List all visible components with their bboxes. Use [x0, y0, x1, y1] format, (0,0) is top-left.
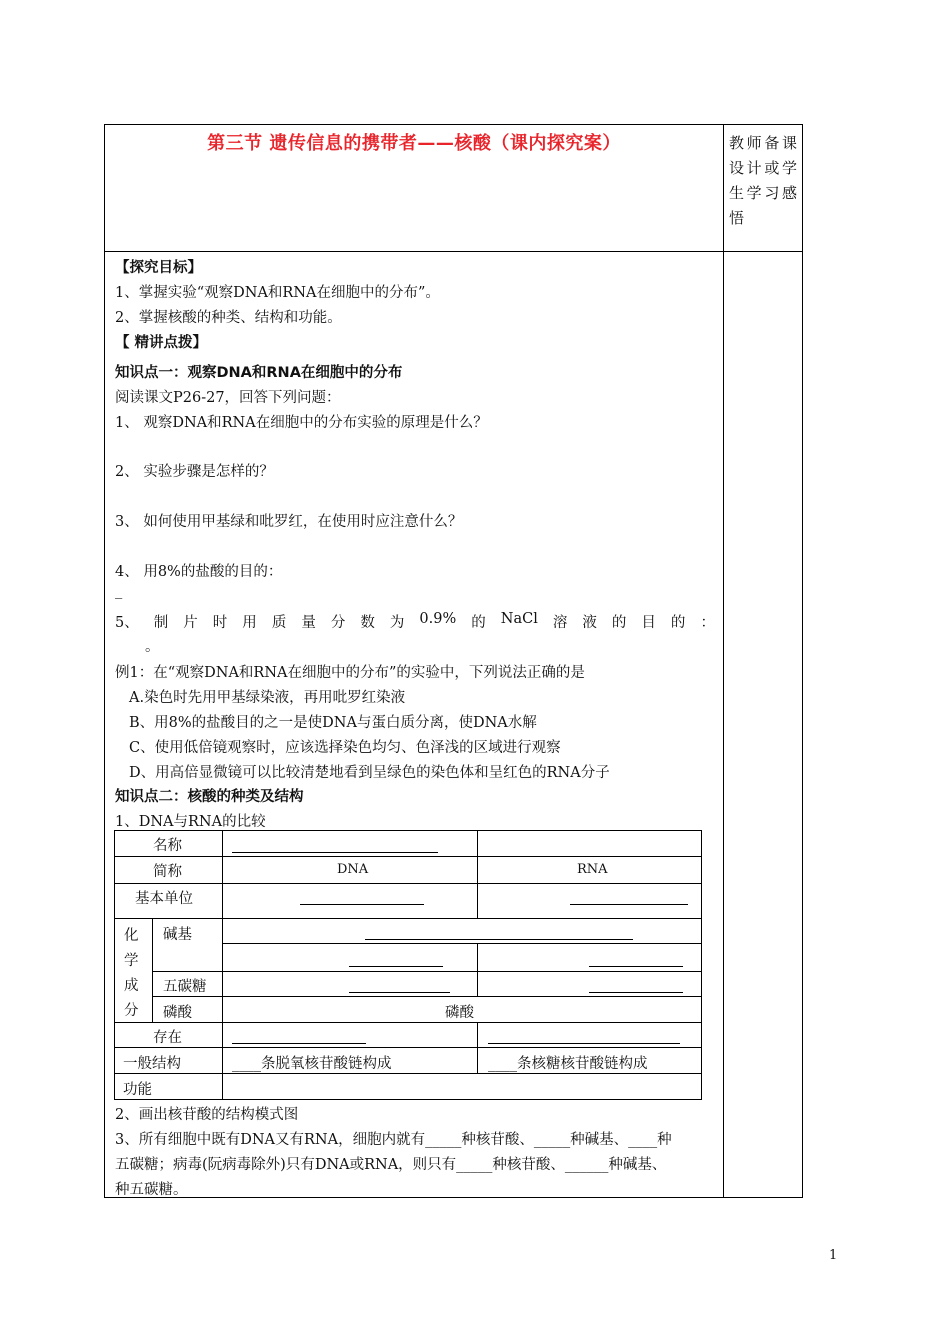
goal-1: 1、掌握实验“观察DNA和RNA在细胞中的分布”。 [115, 285, 440, 301]
row-rule [115, 856, 701, 857]
blank-line [570, 904, 688, 905]
abbr-rna: RNA [577, 862, 608, 877]
blank-line [300, 904, 424, 905]
row-label-abbr: 简称 [153, 864, 182, 880]
question-3: 3、 如何使用甲基绿和吡罗红，在使用时应注意什么？ [115, 514, 463, 530]
blank-line [589, 992, 683, 993]
kp2-item-3-line1: 3、所有细胞中既有DNA又有RNA，细胞内就有_____种核苷酸、_____种碱基、____种 [115, 1132, 672, 1148]
row-label-chemical: 化 学 成 分 [124, 928, 139, 1019]
blank-line [349, 966, 443, 967]
dna-rna-comparison-table [114, 830, 702, 1100]
row-rule [152, 996, 701, 997]
example-1: 例1：在“观察DNA和RNA在细胞中的分布”的实验中，下列说法正确的是 [115, 665, 585, 681]
points-heading: 【 精讲点拨】 [115, 335, 208, 351]
row-label-unit: 基本单位 [135, 891, 193, 907]
row-label-location: 存在 [153, 1030, 182, 1046]
column-rule [477, 943, 478, 996]
row-label-phosphate: 磷酸 [163, 1005, 192, 1021]
row-rule [115, 1022, 701, 1023]
structure-rna: ____条核糖核苷酸链构成 [488, 1056, 648, 1072]
row-label-structure: 一般结构 [123, 1056, 181, 1072]
example-1-option-a: A.染色时先用甲基绿染液，再用吡罗红染液 [129, 690, 406, 706]
row-label-sugar: 五碳糖 [163, 979, 207, 995]
side-column-label: 教师备课设计或学生学习感悟 [729, 134, 797, 227]
example-1-option-c: C、使用低倍镜观察时，应该选择染色均匀、色泽浅的区域进行观察 [129, 740, 561, 756]
row-rule [152, 971, 701, 972]
blank-line [349, 992, 450, 993]
row-label-base: 碱基 [163, 927, 192, 943]
goal-2: 2、掌握核酸的种类、结构和功能。 [115, 310, 342, 326]
row-label-function: 功能 [123, 1082, 152, 1098]
blank-line [232, 1043, 366, 1044]
kp2-heading: 知识点二：核酸的种类及结构 [115, 789, 304, 805]
row-rule [115, 918, 701, 919]
column-rule [477, 1022, 478, 1073]
row-rule [115, 883, 701, 884]
column-rule [152, 918, 153, 1022]
blank-line [488, 1043, 680, 1044]
page-number: 1 [829, 1248, 838, 1263]
kp2-item-3-line3: 种五碳糖。 [115, 1182, 188, 1198]
question-5: 5、 制 片 时 用 质 量 分 数 为 0.9% 的 NaCl 溶 液 的 目 的 ： [115, 611, 715, 631]
phosphate-value: 磷酸 [445, 1005, 474, 1021]
example-1-option-b: B、用8%的盐酸目的之一是使DNA与蛋白质分离，使DNA水解 [129, 715, 537, 731]
kp2-item-1: 1、DNA与RNA的比较 [115, 814, 266, 830]
row-label-name: 名称 [153, 838, 182, 854]
row-rule [115, 1073, 701, 1074]
example-1-option-d: D、用高倍显微镜可以比较清楚地看到呈绿色的染色体和呈红色的RNA分子 [129, 765, 610, 781]
kp1-intro: 阅读课文P26-27，回答下列问题： [115, 390, 341, 406]
column-rule [477, 831, 478, 918]
column-divider [723, 125, 724, 1197]
row-rule [115, 1047, 701, 1048]
question-5-end: 。 [145, 639, 160, 655]
question-2: 2、 实验步骤是怎样的？ [115, 464, 274, 480]
question-4-blank: _ [115, 583, 123, 599]
blank-line [365, 939, 633, 940]
header-divider [105, 251, 802, 252]
kp1-heading: 知识点一：观察DNA和RNA在细胞中的分布 [115, 365, 403, 381]
kp2-item-3-line2: 五碳糖；病毒(阮病毒除外)只有DNA或RNA，则只有_____种核苷酸、______种碱基、 [115, 1157, 667, 1173]
row-rule [222, 943, 701, 944]
abbr-dna: DNA [337, 862, 369, 877]
structure-dna: ____条脱氧核苷酸链构成 [232, 1056, 392, 1072]
blank-line [589, 966, 683, 967]
goals-heading: 【探究目标】 [115, 260, 202, 276]
question-4: 4、 用8%的盐酸的目的： [115, 564, 283, 580]
blank-line [232, 852, 438, 853]
page-title: 第三节 遗传信息的携带者——核酸（课内探究案） [207, 133, 621, 154]
column-rule [222, 831, 223, 1099]
question-1: 1、 观察DNA和RNA在细胞中的分布实验的原理是什么？ [115, 415, 488, 431]
kp2-item-2: 2、画出核苷酸的结构模式图 [115, 1107, 299, 1123]
